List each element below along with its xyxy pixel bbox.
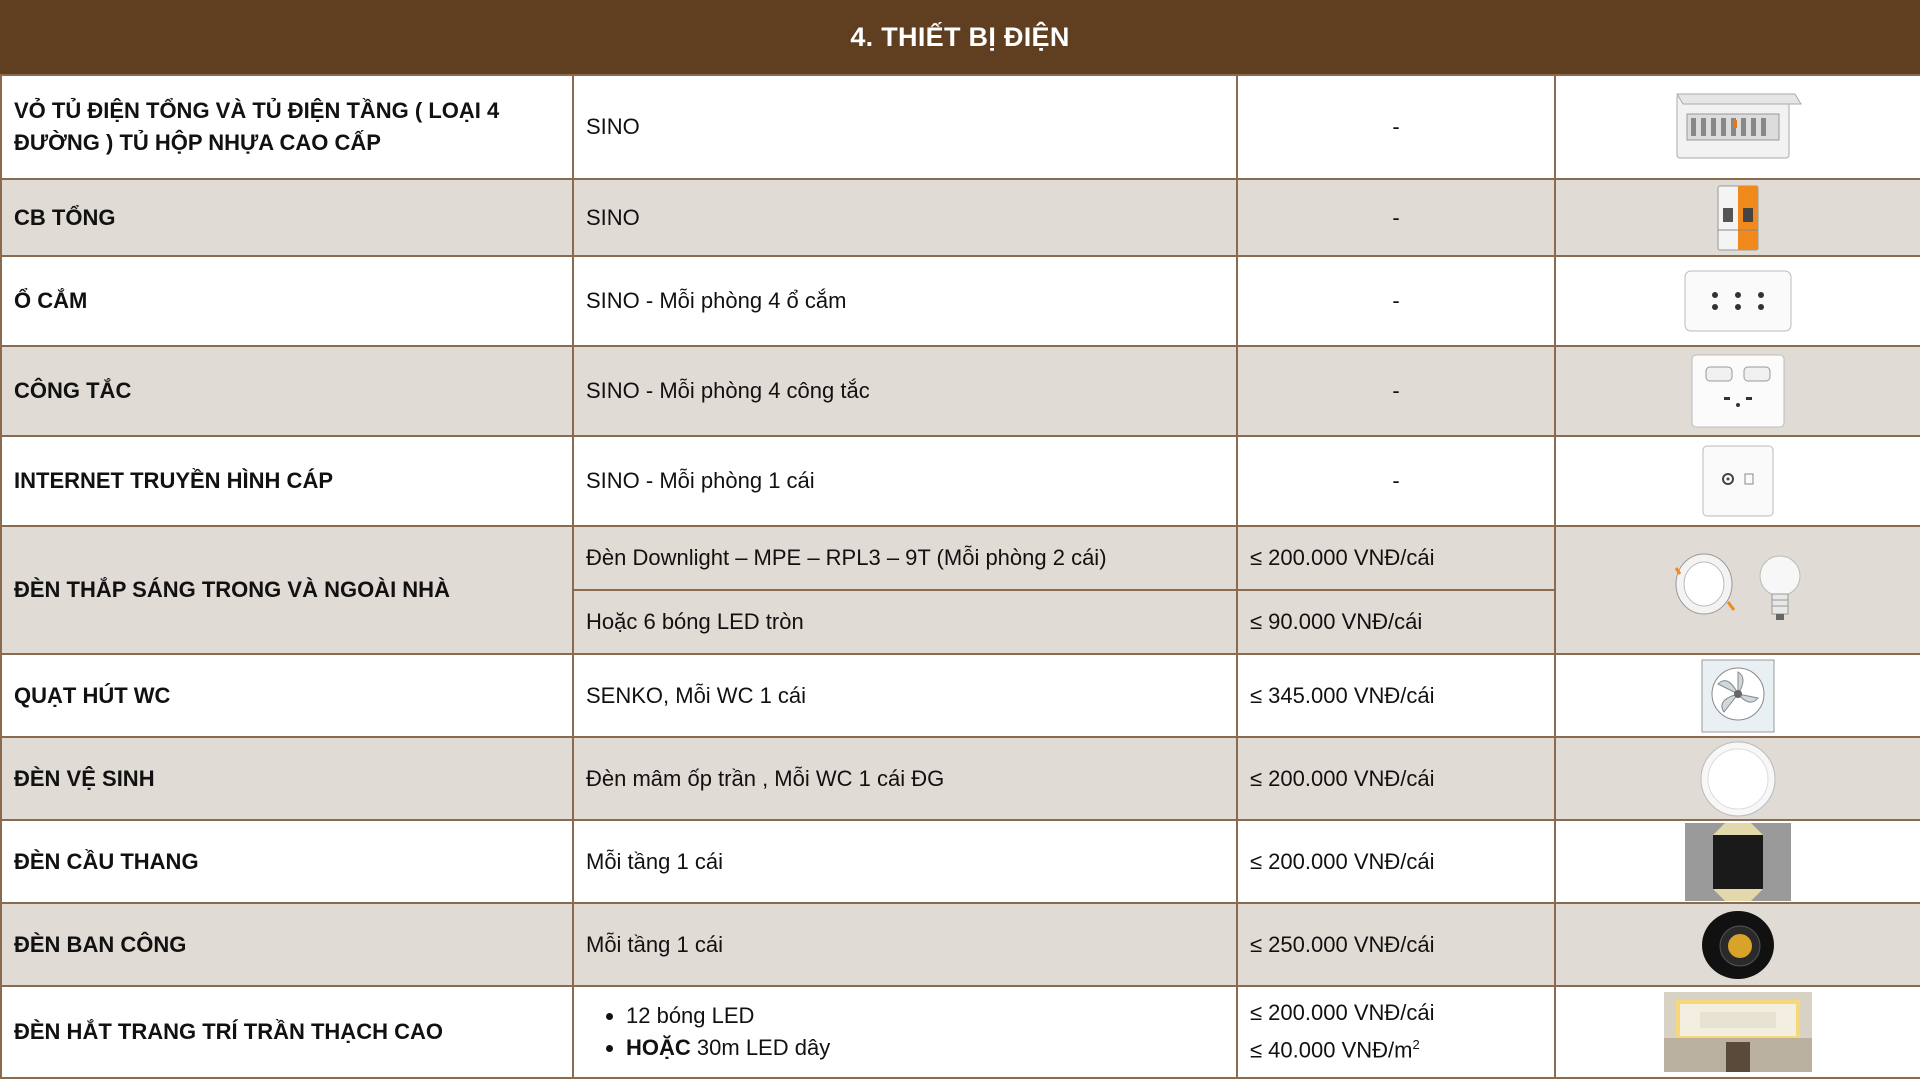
table-row bbox=[1, 526, 1920, 590]
light-switch-icon bbox=[1690, 353, 1786, 429]
item-price-secondary bbox=[1250, 1029, 1542, 1066]
tv-outlet-icon bbox=[1701, 444, 1775, 518]
item-price: - bbox=[1237, 256, 1555, 346]
item-description: SINO bbox=[573, 179, 1237, 256]
gypsum-ceiling-light-icon bbox=[1664, 992, 1812, 1072]
item-name: ĐÈN VỆ SINH bbox=[1, 737, 573, 820]
item-description: SINO bbox=[573, 75, 1237, 179]
table-row bbox=[1, 820, 1920, 903]
item-price: - bbox=[1237, 346, 1555, 436]
table-row bbox=[1, 737, 1920, 820]
exhaust-fan-icon bbox=[1700, 658, 1776, 734]
unit-superscript: 2 bbox=[1412, 1037, 1420, 1053]
list-item bbox=[626, 1032, 1224, 1064]
table-row bbox=[1, 256, 1920, 346]
wall-lamp-icon bbox=[1685, 823, 1791, 901]
item-price: - bbox=[1237, 179, 1555, 256]
item-name: QUẠT HÚT WC bbox=[1, 654, 573, 737]
power-socket-icon bbox=[1683, 269, 1793, 333]
item-price: ≤ 200.000 VNĐ/cái bbox=[1237, 526, 1555, 590]
downlight-and-bulb-icon bbox=[1668, 544, 1808, 636]
circuit-breaker-icon bbox=[1713, 184, 1763, 252]
list-item: • 12 bóng LED bbox=[626, 1000, 1224, 1032]
item-description: SENKO, Mỗi WC 1 cái bbox=[573, 654, 1237, 737]
item-description-list bbox=[586, 1000, 1224, 1064]
item-description: Mỗi tầng 1 cái bbox=[573, 820, 1237, 903]
item-name: CÔNG TẮC bbox=[1, 346, 573, 436]
item-price: ≤ 90.000 VNĐ/cái bbox=[1237, 590, 1555, 654]
item-description: SINO - Mỗi phòng 1 cái bbox=[573, 436, 1237, 526]
price-text: ≤ 40.000 VNĐ/m bbox=[1250, 1037, 1413, 1063]
list-item-text: 30m LED dây bbox=[696, 1035, 831, 1060]
item-price: - bbox=[1237, 75, 1555, 179]
spotlight-icon bbox=[1698, 908, 1778, 982]
item-description: Đèn mâm ốp trần , Mỗi WC 1 cái ĐG bbox=[573, 737, 1237, 820]
item-price: ≤ 200.000 VNĐ/cái bbox=[1250, 1000, 1435, 1026]
item-price: ≤ 345.000 VNĐ/cái bbox=[1237, 654, 1555, 737]
item-name: ĐÈN CẦU THANG bbox=[1, 820, 573, 903]
item-description: SINO - Mỗi phòng 4 công tắc bbox=[573, 346, 1237, 436]
item-price: ≤ 200.000 VNĐ/cái bbox=[1237, 737, 1555, 820]
electrical-equipment-table bbox=[0, 74, 1920, 1079]
item-name: ĐÈN HẮT TRANG TRÍ TRẦN THẠCH CAO bbox=[1, 986, 573, 1078]
table-row bbox=[1, 179, 1920, 256]
item-price: ≤ 200.000 VNĐ/cái bbox=[1237, 820, 1555, 903]
item-description: Mỗi tầng 1 cái bbox=[573, 903, 1237, 986]
table-row bbox=[1, 75, 1920, 179]
item-description: Đèn Downlight – MPE – RPL3 – 9T (Mỗi phòng 2 cái) bbox=[573, 526, 1237, 590]
item-price: - bbox=[1237, 436, 1555, 526]
table-row bbox=[1, 346, 1920, 436]
table-row bbox=[1, 654, 1920, 737]
item-name: CB TỔNG bbox=[1, 179, 573, 256]
item-description: SINO - Mỗi phòng 4 ổ cắm bbox=[573, 256, 1237, 346]
ceiling-lamp-icon bbox=[1698, 739, 1778, 819]
item-name: ĐÈN THẮP SÁNG TRONG VÀ NGOÀI NHÀ bbox=[1, 526, 573, 654]
table-row bbox=[1, 986, 1920, 1078]
item-name: INTERNET TRUYỀN HÌNH CÁP bbox=[1, 436, 573, 526]
table-row bbox=[1, 436, 1920, 526]
page-title: 4. THIẾT BỊ ĐIỆN bbox=[0, 0, 1920, 74]
item-name: VỎ TỦ ĐIỆN TỔNG VÀ TỦ ĐIỆN TẦNG ( LOẠI 4 ĐƯỜNG ) TỦ HỘP NHỰA CAO CẤP bbox=[1, 75, 573, 179]
electrical-panel-icon bbox=[1673, 90, 1803, 164]
item-description: Hoặc 6 bóng LED tròn bbox=[573, 590, 1237, 654]
item-price: ≤ 250.000 VNĐ/cái bbox=[1237, 903, 1555, 986]
emphasis-text: HOẶC bbox=[626, 1035, 691, 1060]
item-name: ĐÈN BAN CÔNG bbox=[1, 903, 573, 986]
item-name: Ổ CẮM bbox=[1, 256, 573, 346]
table-row bbox=[1, 903, 1920, 986]
